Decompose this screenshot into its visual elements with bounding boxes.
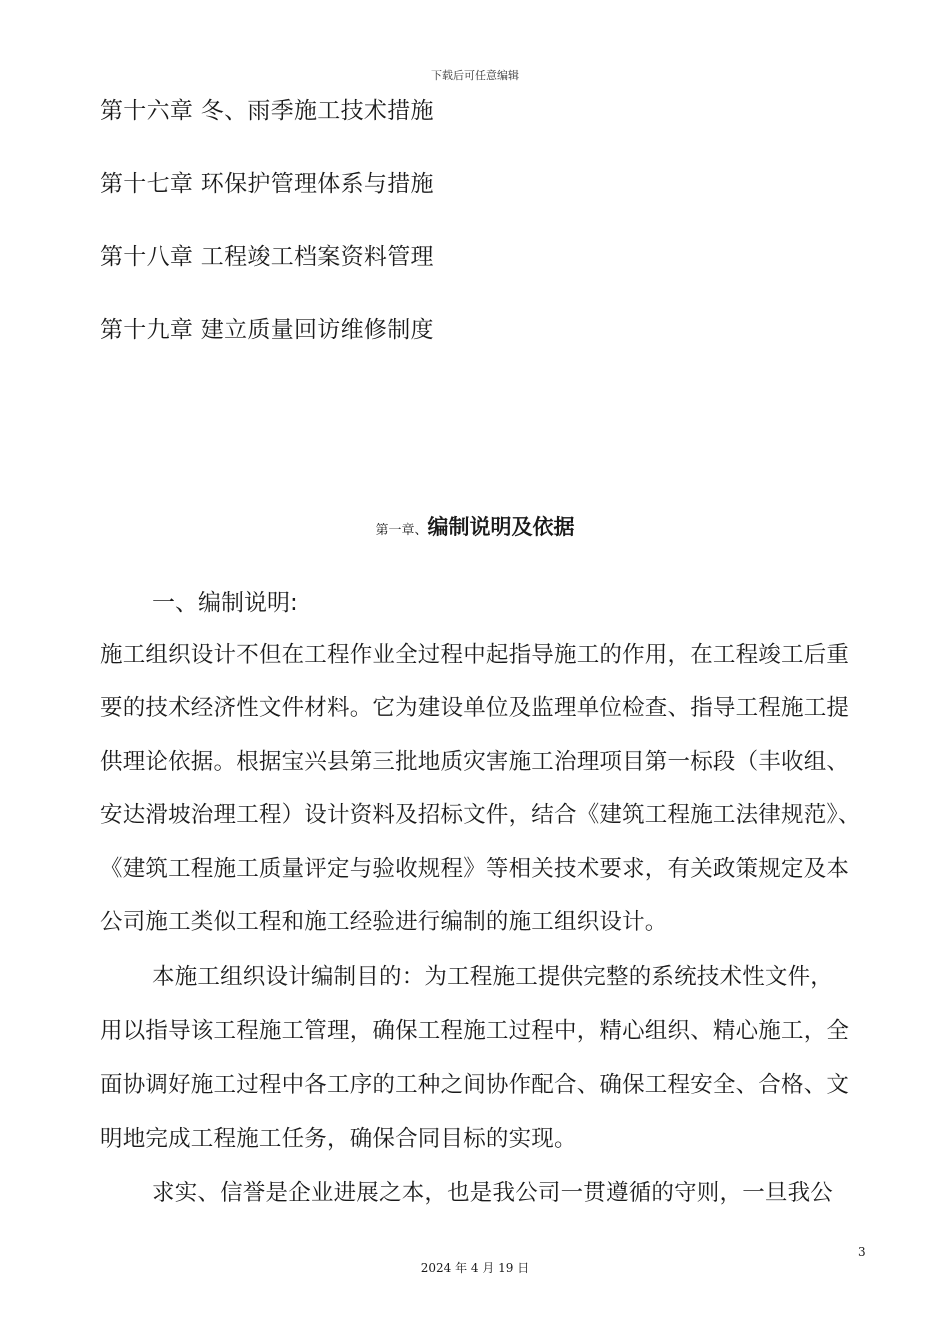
- toc-item: 第十七章 环保护管理体系与措施: [100, 171, 434, 197]
- chapter-heading: 编制说明及依据: [427, 515, 575, 539]
- body-line: 要的技术经济性文件材料。它为建设单位及监理单位检查、指导工程施工提: [100, 695, 850, 721]
- chapter-title: [0, 511, 950, 541]
- toc-item: 第十九章 建立质量回访维修制度: [100, 317, 434, 343]
- page-number: 3: [858, 1245, 866, 1259]
- footer-date: 2024 年 4 月 19 日: [420, 1261, 530, 1275]
- chapter-prefix: 第一章、: [375, 523, 428, 538]
- body-line: 安达滑坡治理工程）设计资料及招标文件，结合《建筑工程施工法律规范》、: [100, 802, 861, 828]
- body-line: 《建筑工程施工质量评定与验收规程》等相关技术要求，有关政策规定及本: [100, 856, 850, 882]
- section-heading: 一、编制说明:: [152, 590, 298, 616]
- body-line: 用以指导该工程施工管理，确保工程施工过程中，精心组织、精心施工，全: [100, 1018, 850, 1044]
- body-line: 明地完成工程施工任务，确保合同目标的实现。: [100, 1126, 577, 1152]
- header-note: 下载后可任意编辑: [431, 69, 519, 82]
- body-line: 公司施工类似工程和施工经验进行编制的施工组织设计。: [100, 909, 668, 935]
- body-line: 求实、信誉是企业进展之本，也是我公司一贯遵循的守则，一旦我公: [152, 1180, 834, 1206]
- body-line: 施工组织设计不但在工程作业全过程中起指导施工的作用，在工程竣工后重: [100, 642, 850, 668]
- body-line: 供理论依据。根据宝兴县第三批地质灾害施工治理项目第一标段（丰收组、: [100, 749, 850, 775]
- toc-item: 第十八章 工程竣工档案资料管理: [100, 244, 434, 270]
- body-line: 面协调好施工过程中各工序的工种之间协作配合、确保工程安全、合格、文: [100, 1072, 850, 1098]
- toc-item: 第十六章 冬、雨季施工技术措施: [100, 98, 434, 124]
- body-line: 本施工组织设计编制目的：为工程施工提供完整的系统技术性文件，: [152, 964, 834, 990]
